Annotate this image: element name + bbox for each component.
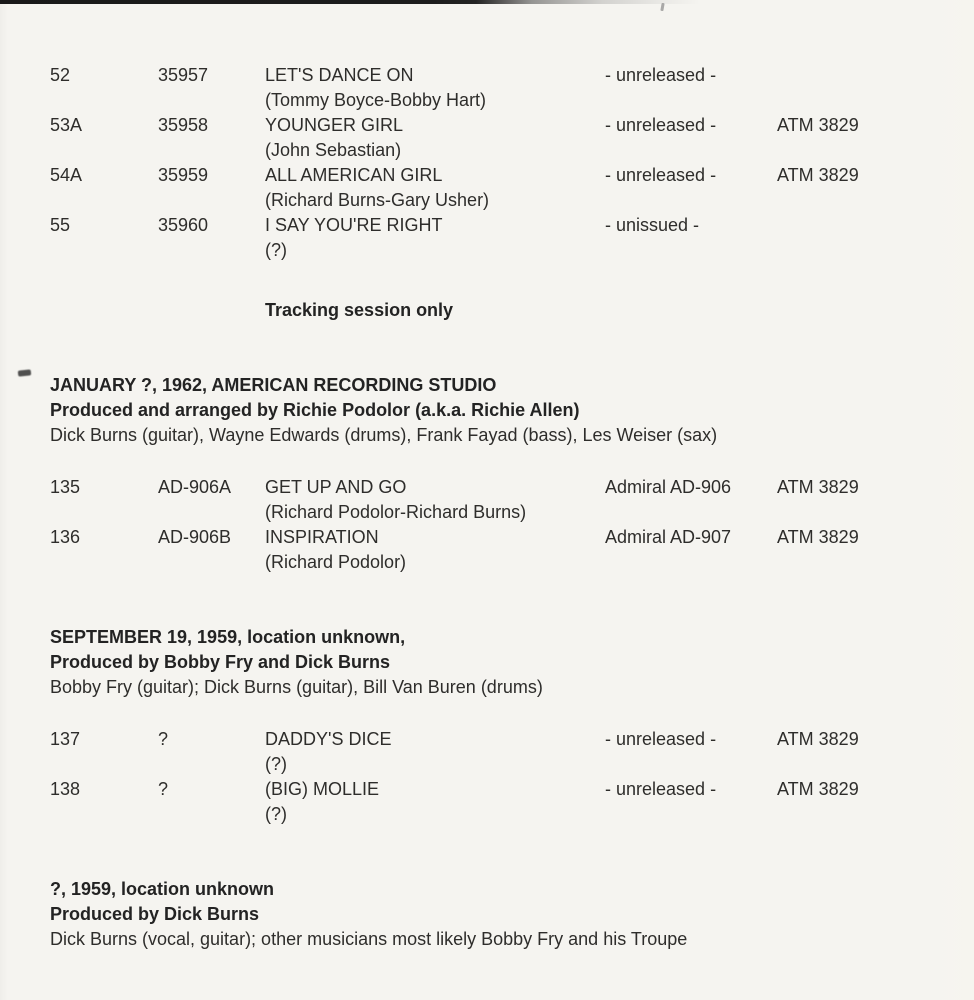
page-content [50, 63, 954, 952]
track-credit: (Tommy Boyce-Bobby Hart) [265, 90, 487, 110]
track-title: DADDY'S DICE [265, 729, 392, 749]
track-status: - unreleased - [605, 779, 717, 799]
track-row [50, 213, 954, 263]
track-credit: (Richard Podolor-Richard Burns) [265, 502, 527, 522]
track-row [50, 63, 954, 113]
track-catalog: ATM 3829 [777, 729, 859, 749]
track-number: 54A [50, 165, 83, 185]
track-catalog [777, 213, 954, 238]
session-date-location: ?, 1959, location unknown [50, 879, 275, 899]
track-credit: (?) [265, 804, 287, 824]
track-row [50, 475, 954, 525]
track-status: - unreleased - [605, 115, 717, 135]
track-number: 53A [50, 115, 83, 135]
track-status: - unreleased - [605, 165, 717, 185]
track-title: LET'S DANCE ON [265, 65, 414, 85]
track-status: Admiral AD-907 [605, 527, 732, 547]
session-note: Tracking session only [265, 300, 454, 320]
track-number: 52 [50, 65, 71, 85]
track-credit: (Richard Burns-Gary Usher) [265, 190, 490, 210]
track-title: INSPIRATION [265, 527, 379, 547]
scan-edge-line-artifact [0, 0, 700, 4]
track-matrix: ? [158, 729, 169, 749]
session-date-location: JANUARY ?, 1962, AMERICAN RECORDING STUDIO [50, 375, 497, 395]
track-matrix: 35960 [158, 215, 209, 235]
track-number: 135 [50, 477, 81, 497]
track-credit: (Richard Podolor) [265, 552, 407, 572]
session-musicians: Dick Burns (guitar), Wayne Edwards (drums), Frank Fayad (bass), Les Weiser (sax) [50, 425, 718, 445]
scan-speck-artifact [660, 3, 664, 11]
track-title: ALL AMERICAN GIRL [265, 165, 443, 185]
session-date-location: SEPTEMBER 19, 1959, location unknown, [50, 627, 406, 647]
track-number: 138 [50, 779, 81, 799]
track-title: GET UP AND GO [265, 477, 407, 497]
track-status: - unissued - [605, 215, 700, 235]
margin-pencil-dash-artifact [18, 369, 32, 376]
track-title: YOUNGER GIRL [265, 115, 404, 135]
track-status: - unreleased - [605, 65, 717, 85]
track-catalog: ATM 3829 [777, 527, 859, 547]
session-musicians: Bobby Fry (guitar); Dick Burns (guitar), Bill Van Buren (drums) [50, 677, 543, 697]
track-row [50, 727, 954, 777]
track-list-top [50, 63, 954, 263]
track-matrix: AD-906A [158, 477, 232, 497]
track-matrix: 35958 [158, 115, 209, 135]
session-january-1962 [50, 373, 954, 575]
track-number: 137 [50, 729, 81, 749]
track-matrix: 35957 [158, 65, 209, 85]
track-status: Admiral AD-906 [605, 477, 732, 497]
track-status: - unreleased - [605, 729, 717, 749]
track-catalog: ATM 3829 [777, 115, 859, 135]
track-number: 55 [50, 215, 71, 235]
session-producer: Produced by Dick Burns [50, 904, 260, 924]
track-row [50, 163, 954, 213]
track-row [50, 113, 954, 163]
track-catalog: ATM 3829 [777, 165, 859, 185]
track-row [50, 777, 954, 827]
track-catalog [777, 63, 954, 88]
track-catalog: ATM 3829 [777, 477, 859, 497]
track-credit: (John Sebastian) [265, 140, 402, 160]
track-matrix: ? [158, 779, 169, 799]
track-credit: (?) [265, 240, 287, 260]
session-producer: Produced and arranged by Richie Podolor (a.k.a. Richie Allen) [50, 400, 580, 420]
track-list-session [50, 475, 954, 575]
track-catalog: ATM 3829 [777, 779, 859, 799]
session-september-1959 [50, 625, 954, 827]
track-matrix: 35959 [158, 165, 209, 185]
track-number: 136 [50, 527, 81, 547]
session-producer: Produced by Bobby Fry and Dick Burns [50, 652, 391, 672]
track-credit: (?) [265, 754, 287, 774]
track-list-session [50, 727, 954, 827]
track-title: (BIG) MOLLIE [265, 779, 380, 799]
track-title: I SAY YOU'RE RIGHT [265, 215, 443, 235]
track-row [50, 525, 954, 575]
session-unknown-1959 [50, 877, 954, 952]
session-musicians: Dick Burns (vocal, guitar); other musicians most likely Bobby Fry and his Troupe [50, 929, 688, 949]
track-matrix: AD-906B [158, 527, 232, 547]
